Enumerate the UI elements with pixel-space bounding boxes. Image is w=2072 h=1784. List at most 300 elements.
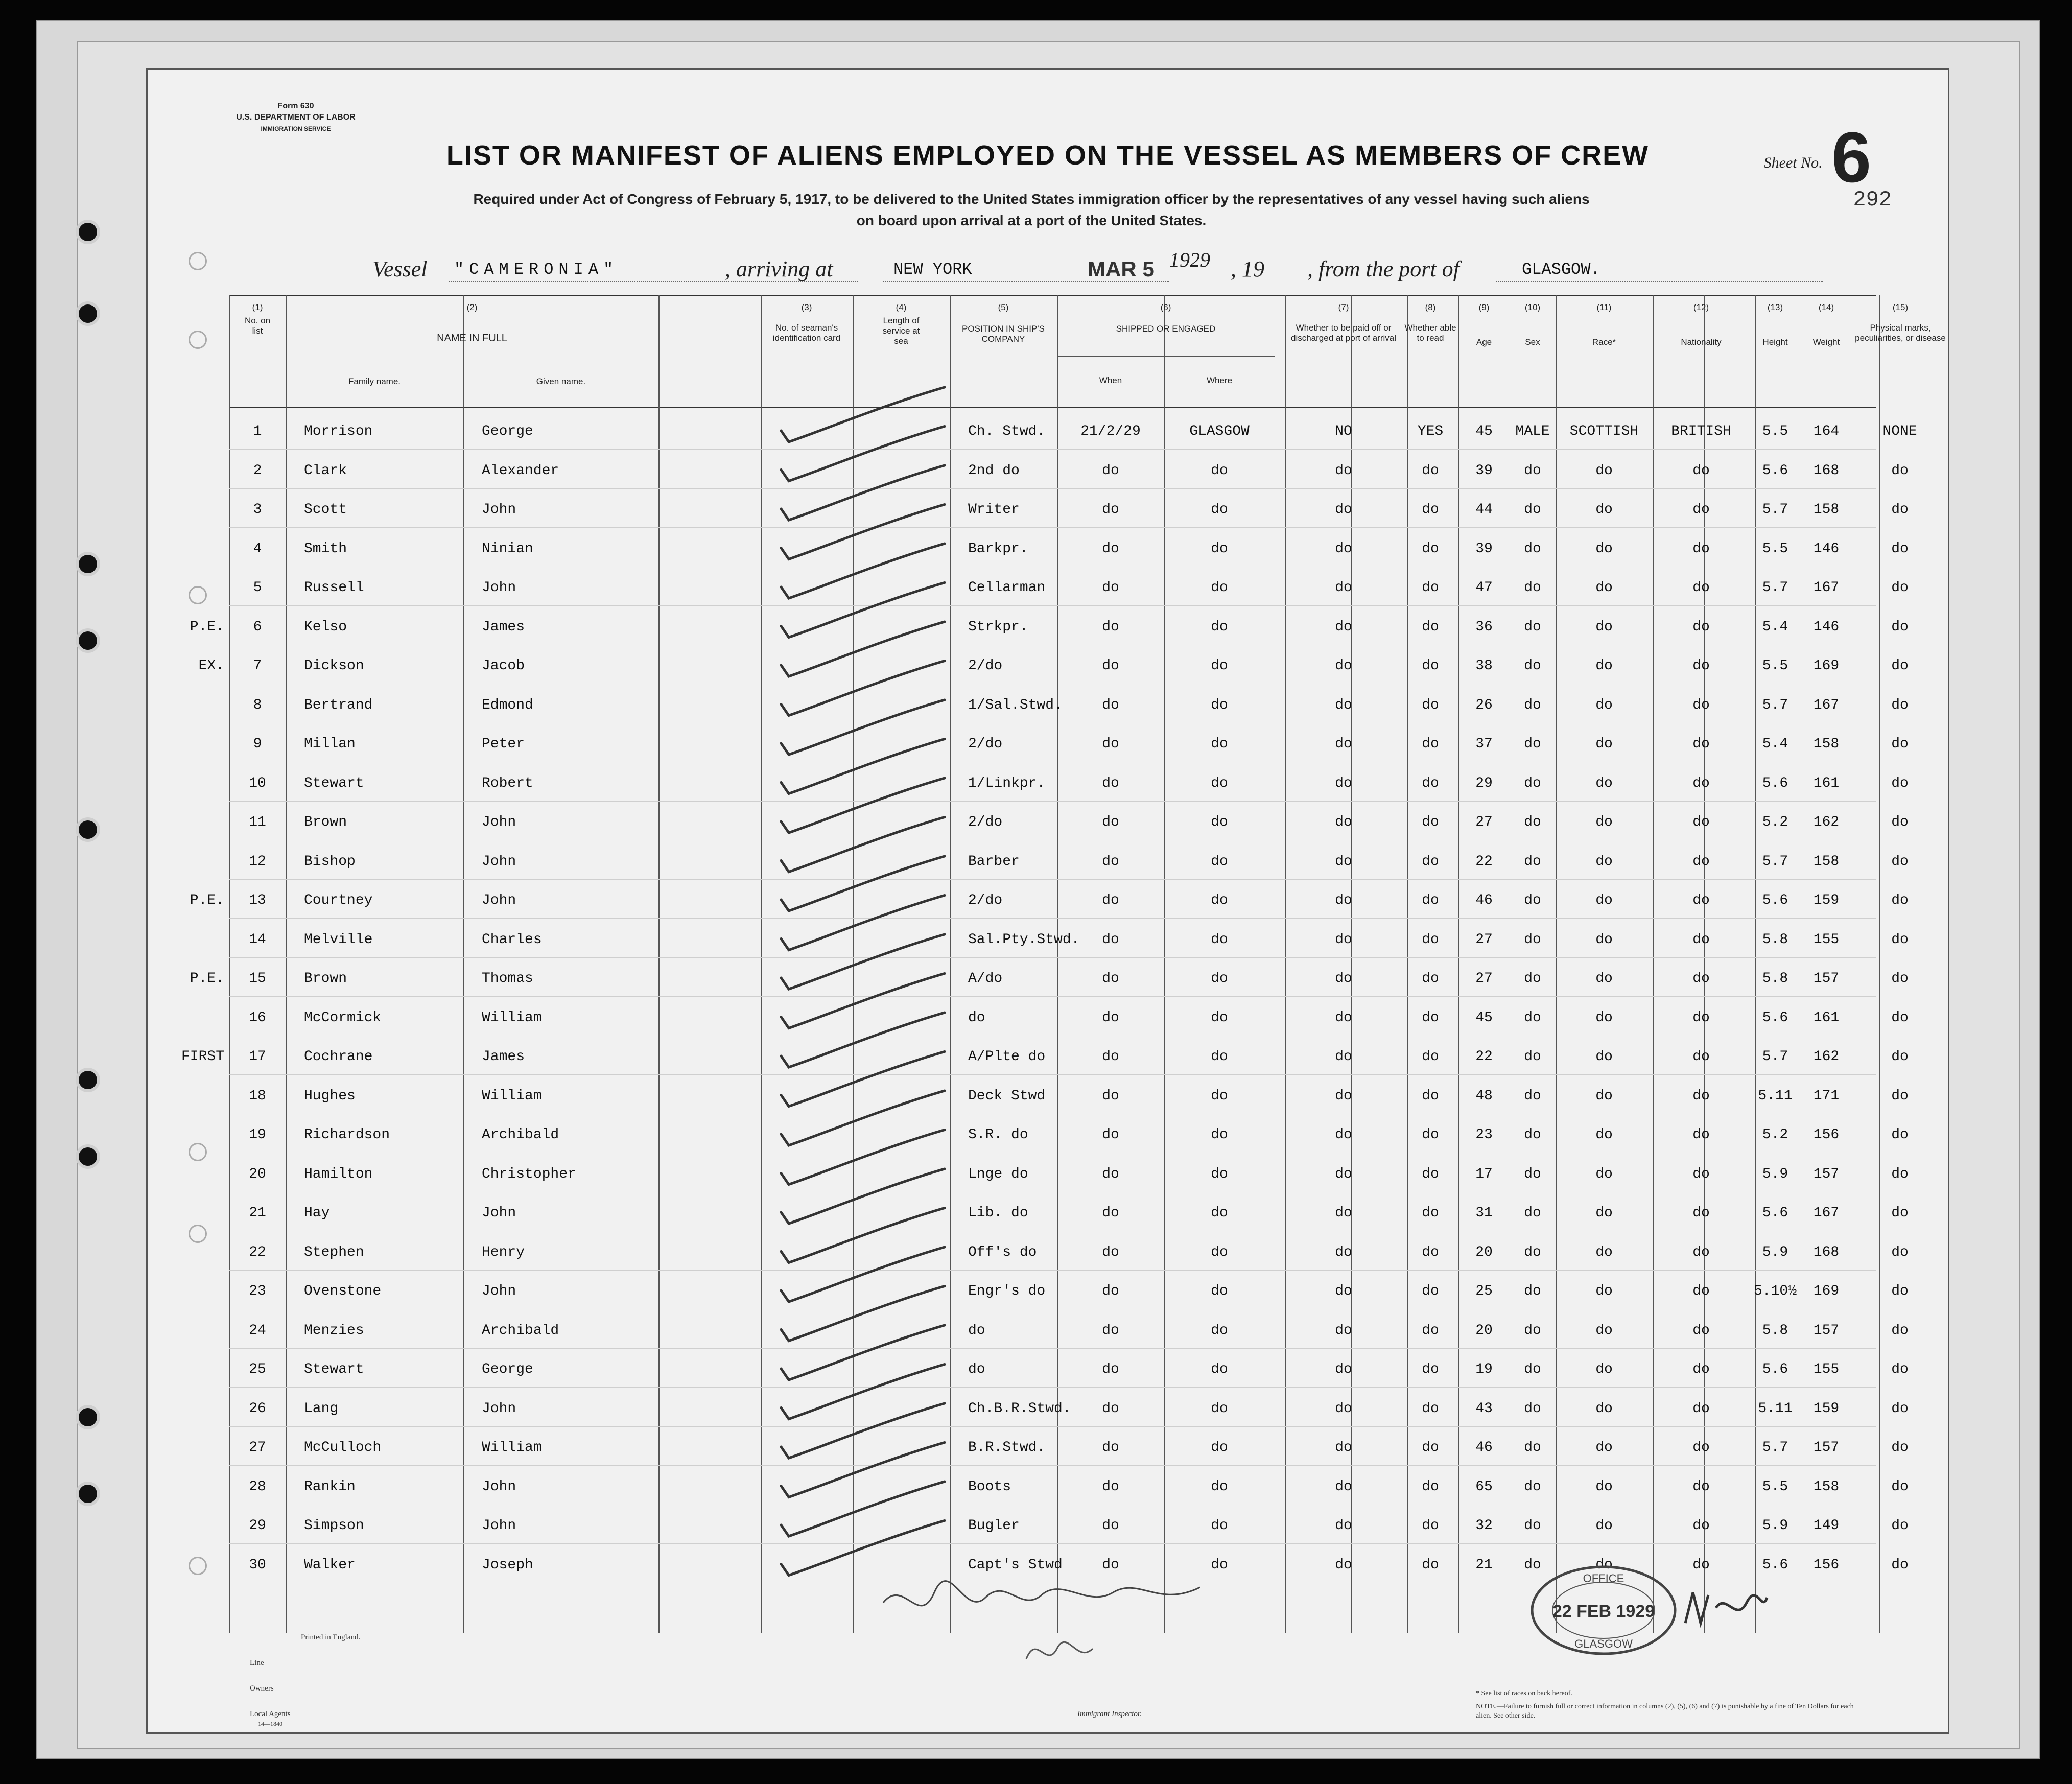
row-number: 1	[253, 424, 262, 439]
race: do	[1595, 1049, 1613, 1065]
header-col9: (9) Age	[1476, 302, 1492, 347]
family-name: Bishop	[304, 853, 356, 870]
nationality: do	[1692, 1478, 1710, 1495]
position: A/do	[968, 971, 1003, 987]
nationality: do	[1692, 1400, 1710, 1417]
weight: 156	[1813, 1557, 1840, 1573]
age: 31	[1475, 1205, 1493, 1221]
height: 5.9	[1762, 1244, 1788, 1260]
binder-hole	[76, 552, 100, 576]
row-number: 8	[253, 697, 262, 713]
physical-marks: do	[1891, 893, 1909, 908]
able-to-read: do	[1422, 697, 1439, 713]
given-name: Edmond	[482, 697, 533, 713]
nationality: do	[1692, 853, 1710, 870]
nationality: do	[1692, 1010, 1710, 1026]
age: 25	[1475, 1283, 1493, 1299]
family-name: Bertrand	[304, 697, 373, 713]
inspector-label: Immigrant Inspector.	[1077, 1710, 1142, 1718]
shipped-where: do	[1211, 853, 1228, 870]
age: 36	[1475, 619, 1493, 635]
binder-hole	[76, 1405, 100, 1429]
shipped-when: do	[1102, 893, 1119, 908]
given-name: James	[482, 619, 525, 635]
header-name: (2) NAME IN FULL	[437, 302, 507, 344]
shipped-when: do	[1102, 1478, 1119, 1495]
able-to-read: do	[1422, 580, 1439, 596]
shipped-where: do	[1211, 893, 1228, 908]
weight: 169	[1813, 1283, 1840, 1299]
family-name: Simpson	[304, 1518, 364, 1534]
nationality: BRITISH	[1671, 424, 1731, 439]
nationality: do	[1692, 1244, 1710, 1260]
race: do	[1595, 1127, 1613, 1143]
row-number: 21	[249, 1205, 266, 1221]
race: do	[1595, 1518, 1613, 1534]
penalty-note: NOTE.—Failure to furnish full or correct information in columns (2), (5), (6) and (7) is punishable by a fine of Ten Dollars for each alien. See other side.	[1476, 1703, 1854, 1720]
position: Ch.B.R.Stwd.	[968, 1400, 1071, 1417]
weight: 146	[1813, 619, 1840, 635]
race: do	[1595, 736, 1613, 752]
height: 5.7	[1762, 502, 1788, 518]
row-number: 27	[249, 1440, 266, 1456]
physical-marks: do	[1891, 1127, 1909, 1143]
given-name: Joseph	[482, 1557, 533, 1573]
physical-marks: do	[1891, 1322, 1909, 1339]
paid-off: do	[1335, 1322, 1352, 1339]
nationality: do	[1692, 931, 1710, 948]
shipped-where: do	[1211, 1362, 1228, 1377]
physical-marks: do	[1891, 1244, 1909, 1260]
vessel-label: Vessel	[372, 256, 428, 281]
height: 5.9	[1762, 1166, 1788, 1182]
family-name: Brown	[304, 814, 347, 830]
paid-off: do	[1335, 1127, 1352, 1143]
position: Engr's do	[968, 1283, 1046, 1299]
age: 20	[1475, 1322, 1493, 1339]
race: do	[1595, 658, 1613, 674]
given-name: Thomas	[482, 971, 533, 987]
sex: do	[1524, 541, 1541, 557]
nationality: do	[1692, 1440, 1710, 1456]
binder-hole	[76, 220, 100, 244]
sex: do	[1524, 1244, 1541, 1260]
given-name: John	[482, 1205, 516, 1221]
race: do	[1595, 1010, 1613, 1026]
shipped-when: do	[1102, 853, 1119, 870]
sex: MALE	[1515, 424, 1550, 439]
family-name: Ovenstone	[304, 1283, 382, 1299]
paid-off: do	[1335, 931, 1352, 948]
physical-marks: do	[1891, 1440, 1909, 1456]
sheet-label: Sheet No.	[1763, 154, 1823, 171]
shipped-when: do	[1102, 1283, 1119, 1299]
age: 43	[1475, 1400, 1493, 1417]
given-name: John	[482, 1400, 516, 1417]
nationality: do	[1692, 736, 1710, 752]
header-col15: (15) Physical marks, peculiarities, or disease	[1855, 302, 1946, 343]
paid-off: do	[1335, 1010, 1352, 1026]
paid-off: do	[1335, 775, 1352, 791]
shipped-where: do	[1211, 1557, 1228, 1573]
race: do	[1595, 931, 1613, 948]
race: do	[1595, 1088, 1613, 1104]
nationality: do	[1692, 502, 1710, 518]
height: 5.2	[1762, 814, 1788, 830]
weight: 158	[1813, 853, 1840, 870]
shipped-where: do	[1211, 697, 1228, 713]
sex: do	[1524, 814, 1541, 830]
position: Boots	[968, 1478, 1011, 1495]
nationality: do	[1692, 1127, 1710, 1143]
physical-marks: do	[1891, 658, 1909, 674]
document-title: LIST OR MANIFEST OF ALIENS EMPLOYED ON THE VESSEL AS MEMBERS OF CREW	[446, 140, 1650, 171]
race: do	[1595, 853, 1613, 870]
margin-note: P.E.	[190, 971, 224, 987]
height: 5.6	[1762, 1205, 1788, 1221]
nationality: do	[1692, 775, 1710, 791]
header-when: When	[1099, 375, 1122, 385]
height: 5.5	[1762, 424, 1788, 439]
nationality: do	[1692, 1088, 1710, 1104]
service-name: IMMIGRATION SERVICE	[261, 125, 331, 132]
able-to-read: YES	[1417, 424, 1444, 439]
family-name: Millan	[304, 736, 356, 752]
height: 5.8	[1762, 1322, 1788, 1339]
shipped-where: do	[1211, 1010, 1228, 1026]
race: do	[1595, 1362, 1613, 1377]
physical-marks: do	[1891, 1362, 1909, 1377]
paid-off: do	[1335, 658, 1352, 674]
shipped-where: do	[1211, 1322, 1228, 1339]
weight: 155	[1813, 1362, 1840, 1377]
position: do	[968, 1362, 985, 1377]
shipped-where: do	[1211, 1478, 1228, 1495]
paid-off: do	[1335, 1088, 1352, 1104]
age: 17	[1475, 1166, 1493, 1182]
able-to-read: do	[1422, 1362, 1439, 1377]
physical-marks: do	[1891, 462, 1909, 479]
family-name: Stephen	[304, 1244, 364, 1260]
shipped-when: do	[1102, 775, 1119, 791]
paid-off: do	[1335, 1205, 1352, 1221]
age: 45	[1475, 1010, 1493, 1026]
header-col10: (10) Sex	[1524, 302, 1541, 347]
from-port-label: , from the port of	[1307, 256, 1459, 281]
family-name: Morrison	[304, 424, 373, 439]
physical-marks: do	[1891, 971, 1909, 987]
given-name: Archibald	[482, 1127, 559, 1143]
nationality: do	[1692, 971, 1710, 987]
shipped-when: do	[1102, 1049, 1119, 1065]
sex: do	[1524, 658, 1541, 674]
weight: 159	[1813, 893, 1840, 908]
race: SCOTTISH	[1569, 424, 1639, 439]
sex: do	[1524, 775, 1541, 791]
sex: do	[1524, 1362, 1541, 1377]
requirement-line-1: Required under Act of Congress of February 5, 1917, to be delivered to the United States immigration officer by the representatives of any vessel having such aliens	[473, 191, 1590, 207]
shipped-when: do	[1102, 1244, 1119, 1260]
family-name: McCormick	[304, 1010, 382, 1026]
row-number: 14	[249, 931, 266, 948]
row-number: 4	[253, 541, 262, 557]
height: 5.7	[1762, 853, 1788, 870]
shipped-where: do	[1211, 1518, 1228, 1534]
shipped-when: do	[1102, 971, 1119, 987]
position: 1/Sal.Stwd.	[968, 697, 1063, 713]
age: 29	[1475, 775, 1493, 791]
row-number: 20	[249, 1166, 266, 1182]
height: 5.7	[1762, 697, 1788, 713]
paid-off: do	[1335, 1440, 1352, 1456]
physical-marks: do	[1891, 502, 1909, 518]
able-to-read: do	[1422, 502, 1439, 518]
given-name: John	[482, 1283, 516, 1299]
age: 37	[1475, 736, 1493, 752]
race: do	[1595, 502, 1613, 518]
binder-hole	[76, 301, 100, 326]
year-handwritten: 1929	[1169, 248, 1210, 271]
paid-off: do	[1335, 853, 1352, 870]
physical-marks: do	[1891, 1400, 1909, 1417]
given-name: John	[482, 502, 516, 518]
height: 5.9	[1762, 1518, 1788, 1534]
office-date-stamp	[1527, 1562, 1680, 1659]
position: 1/Linkpr.	[968, 775, 1046, 791]
able-to-read: do	[1422, 658, 1439, 674]
given-name: George	[482, 1362, 533, 1377]
physical-marks: do	[1891, 1010, 1909, 1026]
nationality: do	[1692, 1049, 1710, 1065]
able-to-read: do	[1422, 1166, 1439, 1182]
shipped-where: do	[1211, 502, 1228, 518]
row-number: 29	[249, 1518, 266, 1534]
physical-marks: do	[1891, 1478, 1909, 1495]
family-name: Rankin	[304, 1478, 356, 1495]
family-name: Brown	[304, 971, 347, 987]
shipped-when: do	[1102, 619, 1119, 635]
shipped-when: do	[1102, 1010, 1119, 1026]
given-name: Ninian	[482, 541, 533, 557]
margin-note: EX.	[198, 658, 224, 674]
physical-marks: do	[1891, 1557, 1909, 1573]
age: 65	[1475, 1478, 1493, 1495]
age: 32	[1475, 1518, 1493, 1534]
shipped-where: do	[1211, 1088, 1228, 1104]
paid-off: do	[1335, 1518, 1352, 1534]
physical-marks: do	[1891, 931, 1909, 948]
nationality: do	[1692, 1557, 1710, 1573]
nationality: do	[1692, 697, 1710, 713]
able-to-read: do	[1422, 1088, 1439, 1104]
family-name: McCulloch	[304, 1440, 382, 1456]
able-to-read: do	[1422, 541, 1439, 557]
age: 27	[1475, 814, 1493, 830]
shipped-where: do	[1211, 931, 1228, 948]
department-name: U.S. DEPARTMENT OF LABOR	[236, 113, 356, 122]
family-name: Richardson	[304, 1127, 390, 1143]
row-number: 17	[249, 1049, 266, 1065]
row-number: 12	[249, 853, 266, 870]
header-given-name: Given name.	[536, 377, 586, 386]
position: 2/do	[968, 814, 1003, 830]
physical-marks: do	[1891, 541, 1909, 557]
nationality: do	[1692, 462, 1710, 479]
position: A/Plte do	[968, 1049, 1046, 1065]
nationality: do	[1692, 619, 1710, 635]
weight: 158	[1813, 1478, 1840, 1495]
paid-off: do	[1335, 697, 1352, 713]
weight: 158	[1813, 502, 1840, 518]
height: 5.5	[1762, 658, 1788, 674]
height: 5.6	[1762, 1362, 1788, 1377]
row-number: 13	[249, 893, 266, 908]
physical-marks: do	[1891, 775, 1909, 791]
nationality: do	[1692, 893, 1710, 908]
sex: do	[1524, 1440, 1541, 1456]
row-number: 26	[249, 1400, 266, 1417]
weight: 162	[1813, 814, 1840, 830]
height: 5.8	[1762, 971, 1788, 987]
row-number: 19	[249, 1127, 266, 1143]
able-to-read: do	[1422, 1557, 1439, 1573]
paid-off: do	[1335, 971, 1352, 987]
sex: do	[1524, 853, 1541, 870]
header-col14: (14) Weight	[1812, 302, 1840, 347]
shipped-when: do	[1102, 580, 1119, 596]
family-name: Russell	[304, 580, 364, 596]
shipped-when: do	[1102, 931, 1119, 948]
stamp-initials	[1680, 1582, 1772, 1638]
position: Barber	[968, 853, 1020, 870]
race: do	[1595, 1244, 1613, 1260]
weight: 168	[1813, 462, 1840, 479]
able-to-read: do	[1422, 853, 1439, 870]
race: do	[1595, 1557, 1613, 1573]
shipped-when: do	[1102, 1127, 1119, 1143]
binder-hole	[76, 1482, 100, 1506]
shipped-when: do	[1102, 1557, 1119, 1573]
nationality: do	[1692, 541, 1710, 557]
paid-off: do	[1335, 580, 1352, 596]
position: 2/do	[968, 658, 1003, 674]
age: 27	[1475, 931, 1493, 948]
paid-off: do	[1335, 1400, 1352, 1417]
shipped-when: do	[1102, 502, 1119, 518]
family-name: Menzies	[304, 1322, 364, 1339]
age: 46	[1475, 1440, 1493, 1456]
weight: 168	[1813, 1244, 1840, 1260]
position: Deck Stwd	[968, 1088, 1046, 1104]
age: 22	[1475, 1049, 1493, 1065]
paid-off: do	[1335, 462, 1352, 479]
position: Barkpr.	[968, 541, 1028, 557]
header-col7: (7) Whether to be paid off or discharged at port of arrival	[1291, 302, 1396, 343]
nationality: do	[1692, 658, 1710, 674]
shipped-when: do	[1102, 697, 1119, 713]
paid-off: do	[1335, 1557, 1352, 1573]
row-number: 18	[249, 1088, 266, 1104]
height: 5.6	[1762, 1010, 1788, 1026]
owners-label: Owners	[250, 1684, 274, 1693]
physical-marks: do	[1891, 619, 1909, 635]
weight: 156	[1813, 1127, 1840, 1143]
shipped-when: do	[1102, 1518, 1119, 1534]
agents-label: Local Agents	[250, 1710, 291, 1718]
age: 38	[1475, 658, 1493, 674]
position: B.R.Stwd.	[968, 1440, 1046, 1456]
weight: 159	[1813, 1400, 1840, 1417]
shipped-when: do	[1102, 814, 1119, 830]
position: Writer	[968, 502, 1020, 518]
race-note: * See list of races on back hereof.	[1476, 1689, 1572, 1697]
given-name: John	[482, 580, 516, 596]
shipped-when: do	[1102, 1166, 1119, 1182]
given-name: William	[482, 1440, 542, 1456]
sex: do	[1524, 893, 1541, 908]
shipped-where: do	[1211, 580, 1228, 596]
header-col4: (4) Length of service at sea	[882, 302, 920, 346]
position: Lib. do	[968, 1205, 1028, 1221]
row-number: 5	[253, 580, 262, 596]
requirement-line-2: on board upon arrival at a port of the United States.	[856, 213, 1207, 228]
family-name: Lang	[304, 1400, 339, 1417]
height: 5.5	[1762, 1478, 1788, 1495]
shipped-where: do	[1211, 619, 1228, 635]
race: do	[1595, 1440, 1613, 1456]
paid-off: do	[1335, 502, 1352, 518]
given-name: John	[482, 1478, 516, 1495]
position: do	[968, 1322, 985, 1339]
age: 26	[1475, 697, 1493, 713]
weight: 155	[1813, 931, 1840, 948]
shipped-where: do	[1211, 462, 1228, 479]
agents-code: 14—1840	[258, 1720, 282, 1727]
arriving-label: , arriving at	[725, 256, 833, 281]
sex: do	[1524, 931, 1541, 948]
able-to-read: do	[1422, 1205, 1439, 1221]
physical-marks: do	[1891, 1518, 1909, 1534]
age: 39	[1475, 541, 1493, 557]
row-number: 7	[253, 658, 262, 674]
race: do	[1595, 580, 1613, 596]
given-name: Robert	[482, 775, 533, 791]
paid-off: do	[1335, 1283, 1352, 1299]
inspector-signature	[873, 1572, 1231, 1674]
age: 21	[1475, 1557, 1493, 1573]
family-name: Hughes	[304, 1088, 356, 1104]
sex: do	[1524, 971, 1541, 987]
stamp-top: OFFICE	[1583, 1572, 1624, 1585]
nationality: do	[1692, 580, 1710, 596]
sex: do	[1524, 1400, 1541, 1417]
age: 23	[1475, 1127, 1493, 1143]
position: S.R. do	[968, 1127, 1028, 1143]
given-name: John	[482, 814, 516, 830]
weight: 164	[1813, 424, 1840, 439]
shipped-where: do	[1211, 658, 1228, 674]
family-name: Hamilton	[304, 1166, 373, 1182]
binder-hole	[76, 817, 100, 842]
paid-off: do	[1335, 1049, 1352, 1065]
shipped-when: do	[1102, 1322, 1119, 1339]
given-name: Christopher	[482, 1166, 576, 1182]
header-col12: (12) Nationality	[1681, 302, 1722, 347]
physical-marks: do	[1891, 736, 1909, 752]
weight: 167	[1813, 1205, 1840, 1221]
sex: do	[1524, 1478, 1541, 1495]
shipped-where: do	[1211, 736, 1228, 752]
